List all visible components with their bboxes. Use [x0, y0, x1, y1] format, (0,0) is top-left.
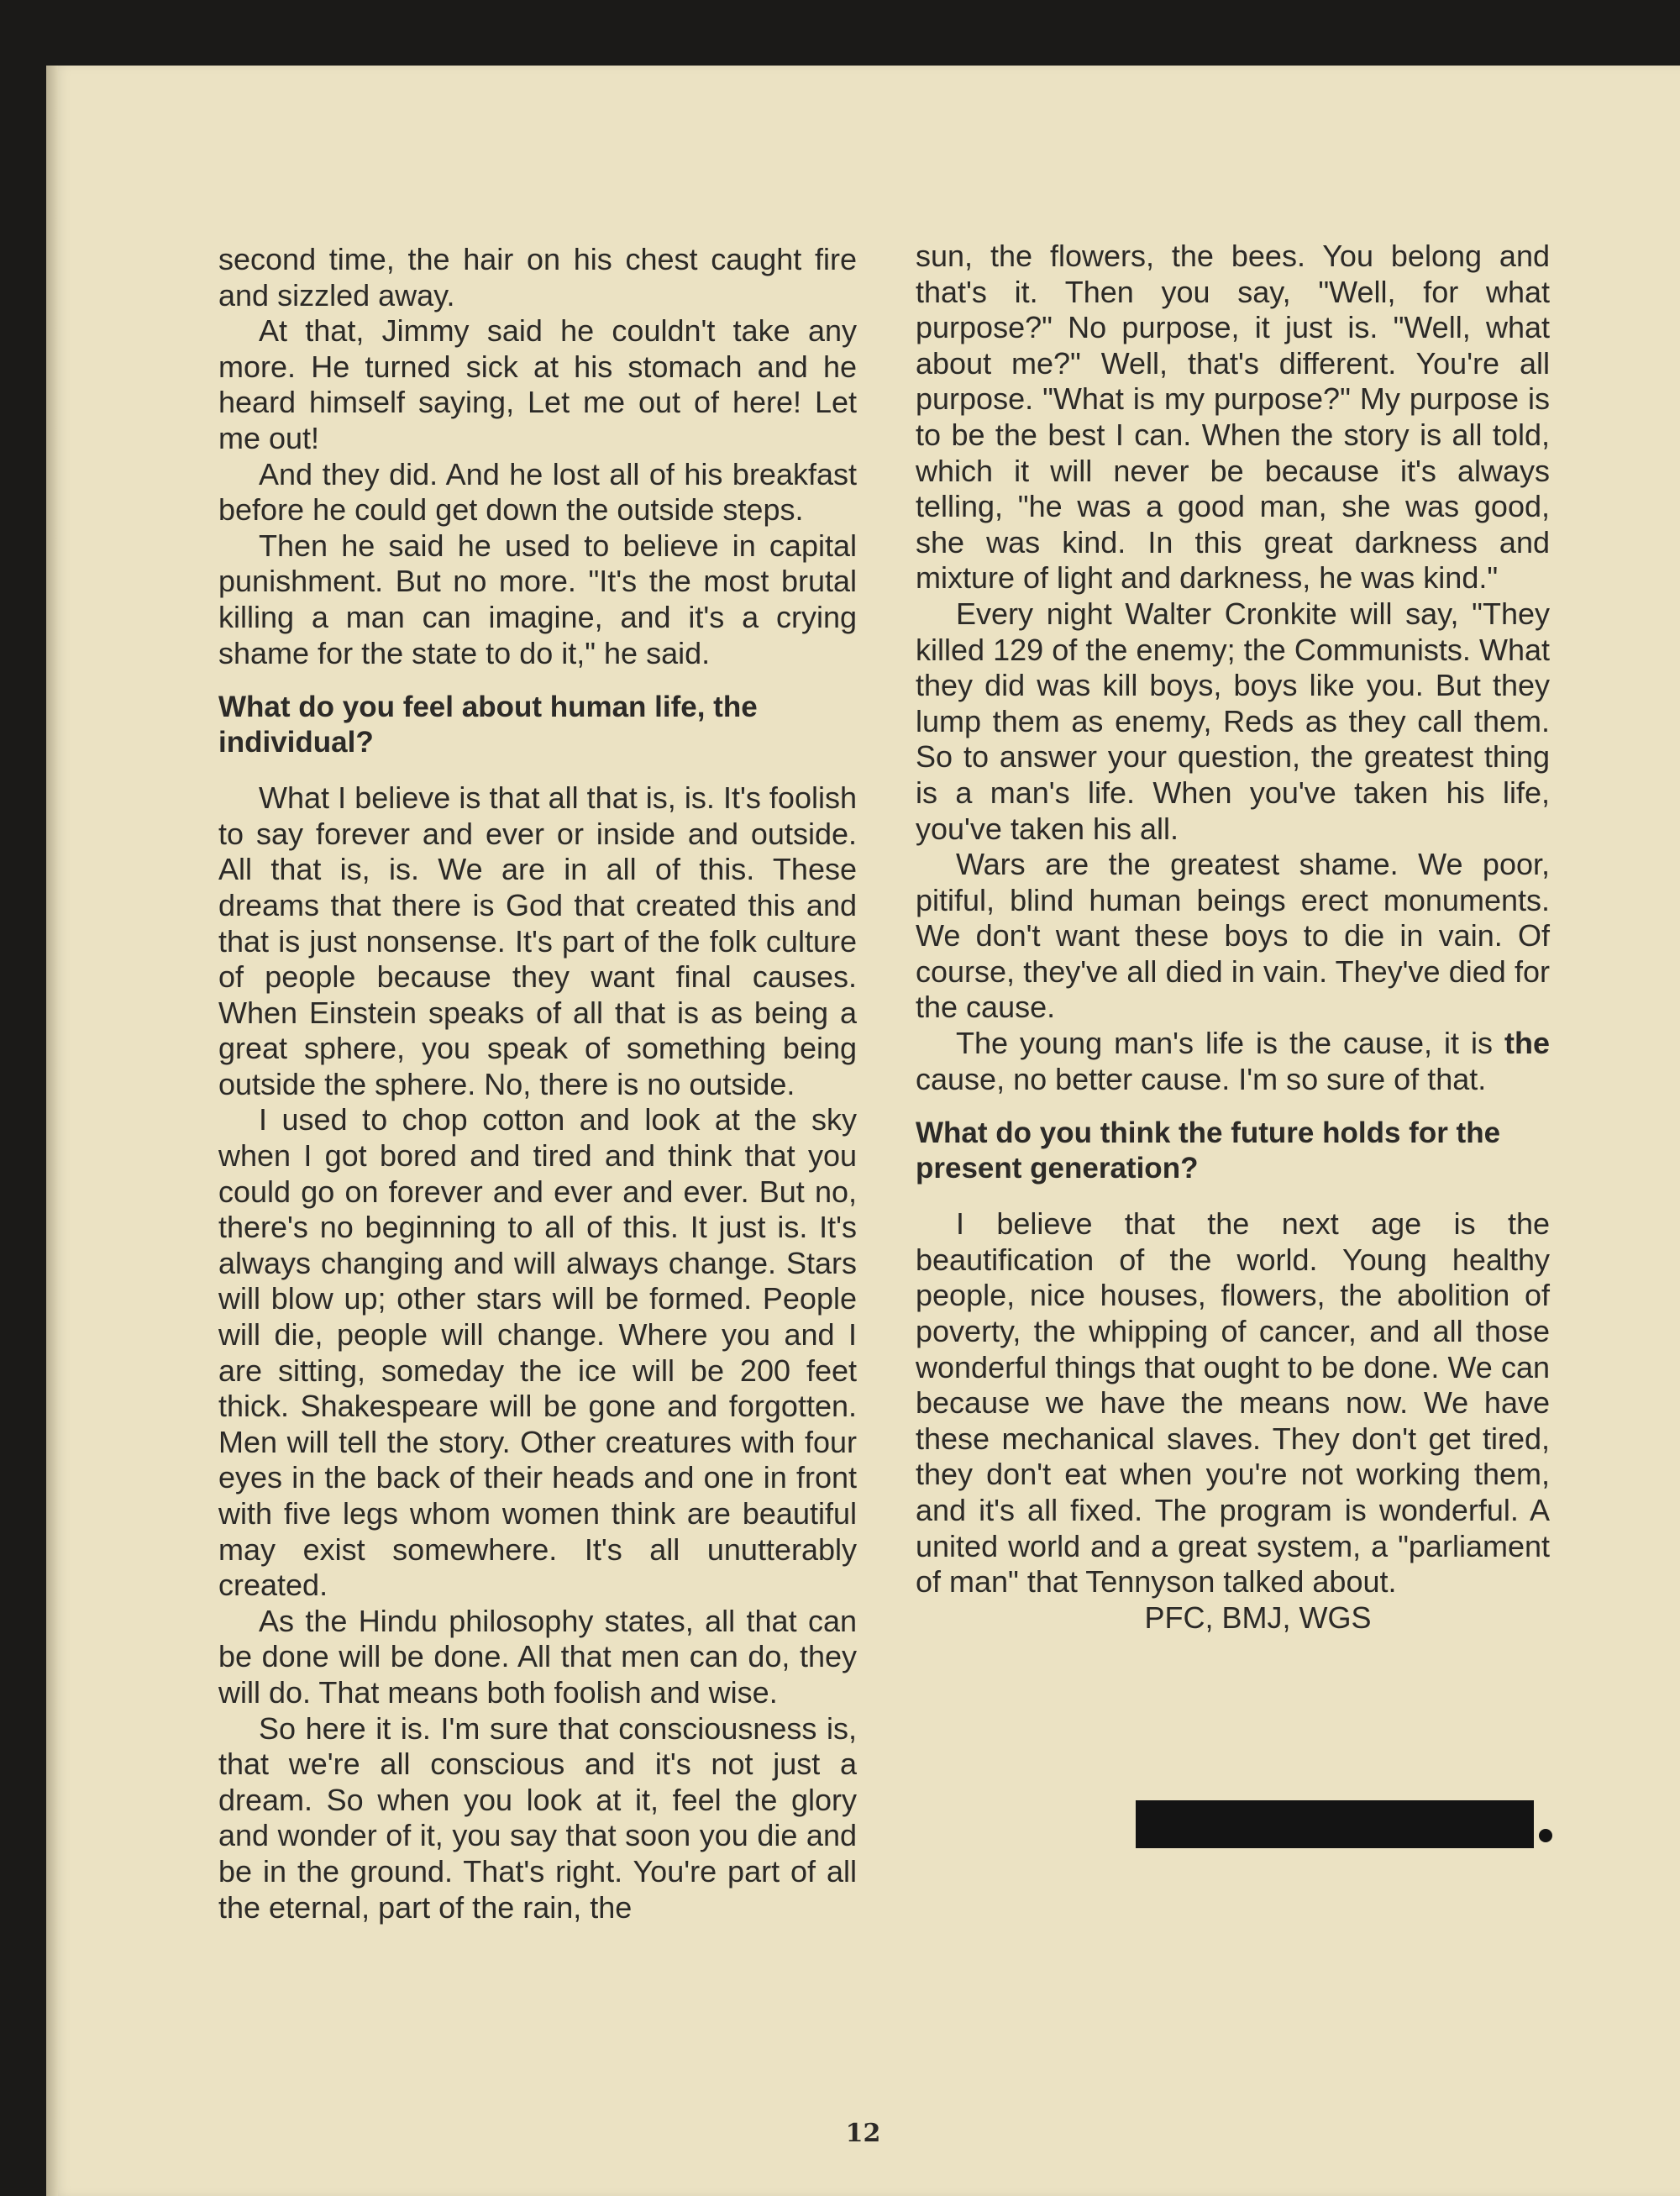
- signature: PFC, BMJ, WGS: [1144, 1600, 1372, 1635]
- interview-question: What do you think the future holds for the present generation?: [916, 1116, 1501, 1185]
- end-mark-dot: [1539, 1829, 1552, 1842]
- paragraph: [916, 1026, 1550, 1097]
- redaction-bar: [1136, 1800, 1534, 1848]
- paragraph: So here it is. I'm sure that consciousness is, that we're all conscious and it's not just a dream. So when you look at it, feel the glory and wonder of it, you say that soon you die and be in the ground. That's right. You're part of all the eternal, part of the rain, the: [218, 1710, 857, 1925]
- paragraph: As the Hindu philosophy states, all that can be done will be done. All that men can do, they will do. That means both foolish and wise.: [218, 1603, 857, 1710]
- paragraph: What I believe is that all that is, is. It's foolish to say forever and ever or inside and outside. All that is, is. We are in all of this. These dreams that there is God that created this and that is just nonsense. It's part of the folk culture of people because they want final causes. When Einstein speaks of all that is as being a great sphere, you speak of something being outside the sphere. No, there is no outside.: [218, 780, 857, 1101]
- redaction-bar-group: [1136, 1800, 1589, 1851]
- paragraph: second time, the hair on his chest caught fire and sizzled away.: [218, 242, 857, 313]
- paragraph: Every night Walter Cronkite will say, "They killed 129 of the enemy; the Communists. What they did was kill boys, boys like you. But they lump them as enemy, Reds as they call them. So to answer your question, the greatest thing is a man's life. When you've taken his life, you've taken his all.: [916, 596, 1550, 846]
- paragraph: And they did. And he lost all of his breakfast before he could get down the outside steps.: [218, 456, 857, 528]
- paragraph-text: cause, no better cause. I'm so sure of that.: [916, 1061, 1487, 1096]
- paragraph: Then he said he used to believe in capital punishment. But no more. "It's the most brutal killing a man can imagine, and it's a crying shame for the state to do it," he said.: [218, 528, 857, 670]
- paragraph: At that, Jimmy said he couldn't take any more. He turned sick at his stomach and he heard himself saying, Let me out of here! Let me out!: [218, 313, 857, 455]
- paragraph: sun, the flowers, the bees. You belong and that's it. Then you say, "Well, for what purpose?" No purpose, it just is. "Well, what about me?" Well, that's different. You're all purpose. "What is my purpose?" My purpose is to be the best I can. When the story is all told, which it will never be because it's always telling, "he was a good man, she was good, she was kind. In this great darkness and mixture of light and darkness, he was kind.": [916, 239, 1550, 596]
- magazine-page: [46, 66, 1680, 2196]
- interview-question: What do you feel about human life, the individual?: [218, 691, 758, 759]
- paragraph: I used to chop cotton and look at the sky when I got bored and tired and think that you could go on forever and ever and ever. But no, there's no beginning to all of this. It just is. It's always changing and will always change. Stars will blow up; other stars will be formed. People will die, people will change. Where you and I are sitting, someday the ice will be 200 feet thick. Shakespeare will be gone and forgotten. Men will tell the story. Other creatures with four eyes in the back of their heads and one in front with five legs whom women think are beautiful may exist somewhere. It's all unutterably created.: [218, 1102, 857, 1603]
- page-number: 12: [845, 2119, 881, 2148]
- emphasis-text: the: [1504, 1026, 1550, 1061]
- right-column: [916, 239, 1550, 1636]
- left-column: [218, 242, 857, 1925]
- page-binding-edge: [46, 66, 58, 2196]
- paragraph: Wars are the greatest shame. We poor, pitiful, blind human beings erect monuments. We don't want these boys to die in vain. Of course, they've all died in vain. They've died for the cause.: [916, 847, 1550, 1025]
- paragraph-text: The young man's life is the cause, it is: [956, 1026, 1504, 1061]
- paragraph: I believe that the next age is the beautification of the world. Young healthy people, nice houses, flowers, the abolition of poverty, the whipping of cancer, and all those wonderful things that ought to be done. We can because we have the means now. We have these mechanical slaves. They don't get tired, they don't eat when you're not working them, and it's all fixed. The program is wonderful. A united world and a great system, a "parliament of man" that Tennyson talked about.: [916, 1206, 1550, 1600]
